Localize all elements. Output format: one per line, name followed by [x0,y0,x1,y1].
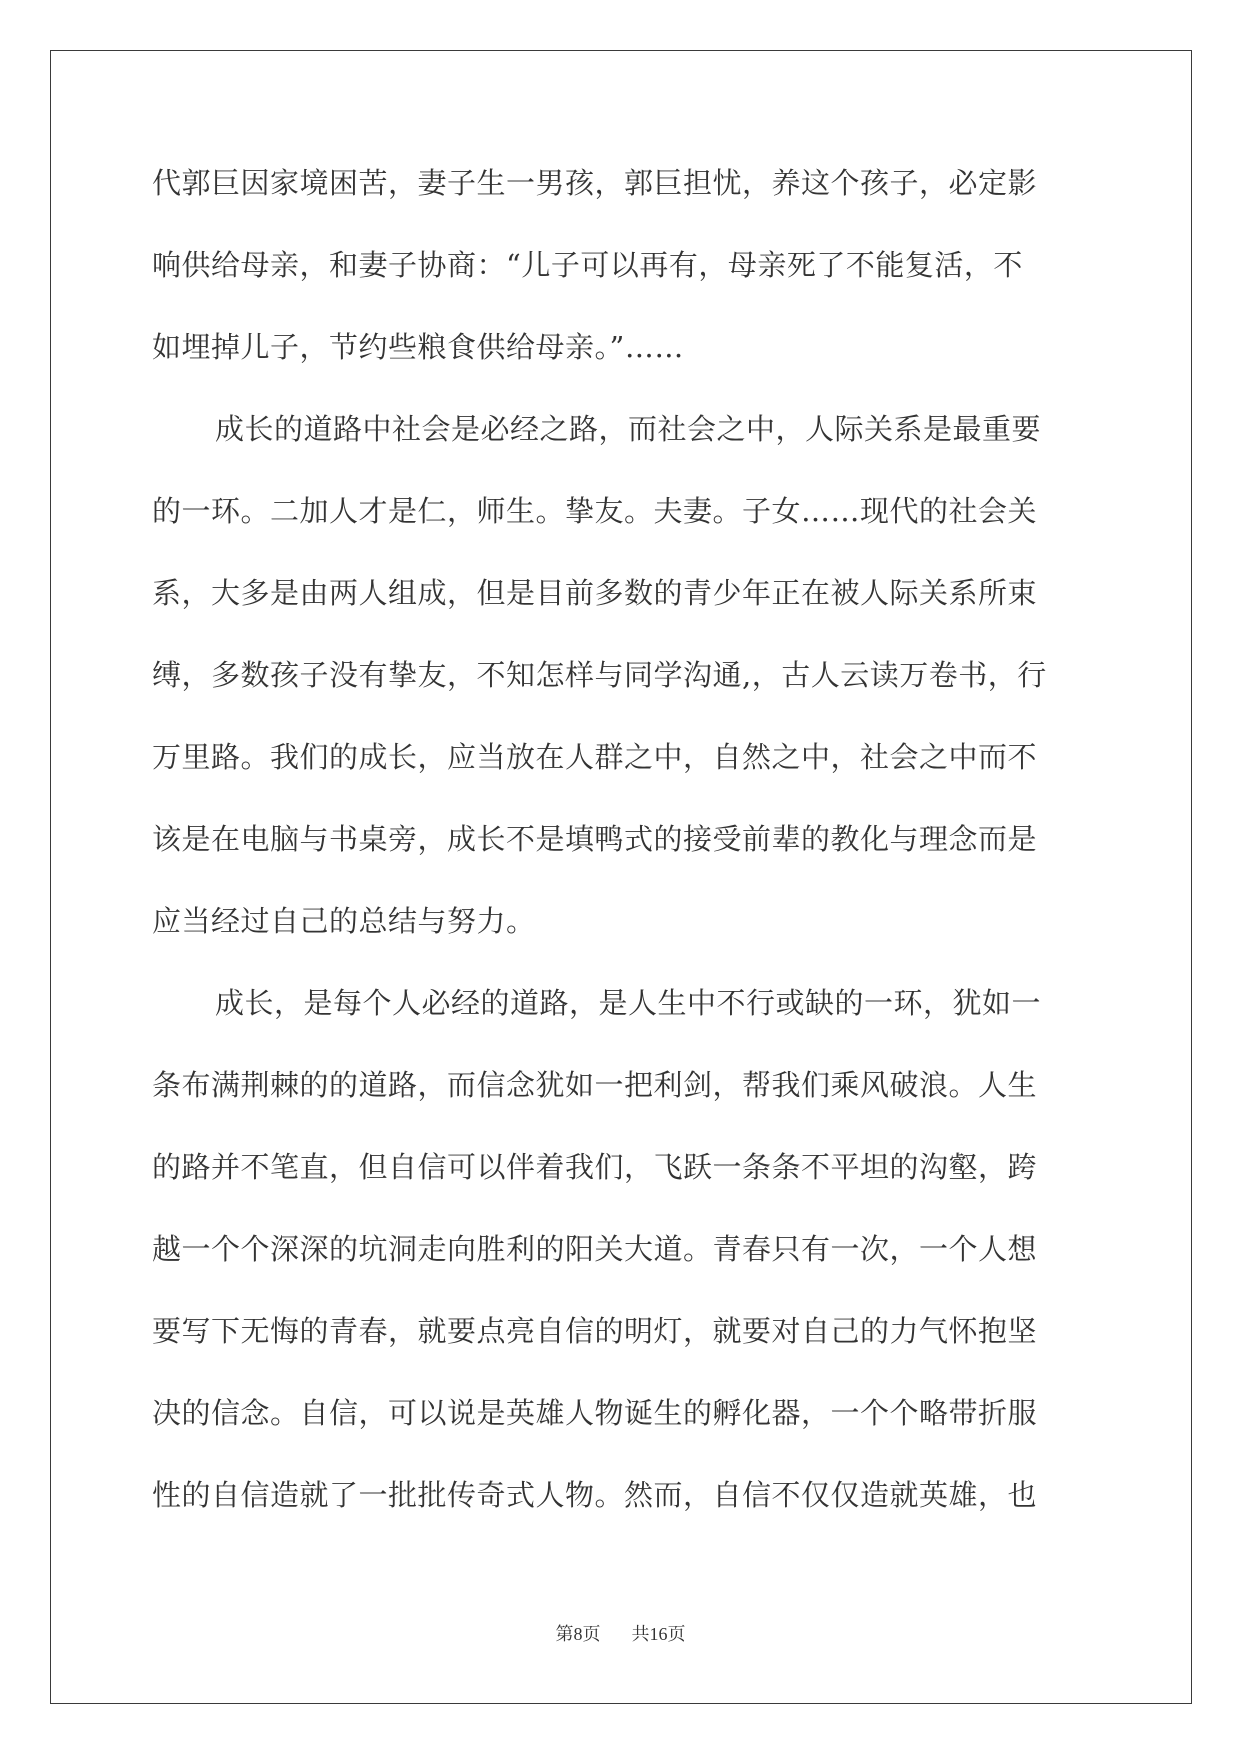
text-line: 缚，多数孩子没有挚友，不知怎样与同学沟通,，古人云读万卷书，行 [152,658,1047,692]
page-total: 共16页 [631,1624,686,1644]
text-line: 性的自信造就了一批批传奇式人物。然而，自信不仅仅造就英雄，也 [152,1478,1038,1512]
text-line: 要写下无悔的青春，就要点亮自信的明灯，就要对自己的力气怀抱坚 [152,1314,1038,1348]
text-line: 应当经过自己的总结与努力。 [152,904,536,938]
paragraph-first-line: 成长的道路中社会是必经之路，而社会之中，人际关系是最重要 [215,412,1042,446]
text-line: 该是在电脑与书桌旁，成长不是填鸭式的接受前辈的教化与理念而是 [152,822,1038,856]
page-number: 第8页 [555,1624,601,1644]
text-line: 响供给母亲，和妻子协商：“儿子可以再有，母亲死了不能复活，不 [152,248,1023,282]
page-footer [0,1620,1241,1646]
text-line: 万里路。我们的成长，应当放在人群之中，自然之中，社会之中而不 [152,740,1038,774]
text-line: 的一环。二加人才是仁，师生。挚友。夫妻。子女……现代的社会关 [152,494,1038,528]
text-line: 越一个个深深的坑洞走向胜利的阳关大道。青春只有一次，一个人想 [152,1232,1038,1266]
text-line: 条布满荆棘的的道路，而信念犹如一把利剑，帮我们乘风破浪。人生 [152,1068,1038,1102]
text-line: 系，大多是由两人组成，但是目前多数的青少年正在被人际关系所束 [152,576,1038,610]
text-line: 的路并不笔直，但自信可以伴着我们，飞跃一条条不平坦的沟壑，跨 [152,1150,1038,1184]
text-line: 决的信念。自信，可以说是英雄人物诞生的孵化器，一个个略带折服 [152,1396,1038,1430]
text-line: 代郭巨因家境困苦，妻子生一男孩，郭巨担忧，养这个孩子，必定影 [152,166,1038,200]
paragraph-first-line: 成长，是每个人必经的道路，是人生中不行或缺的一环，犹如一 [215,986,1042,1020]
document-body [152,158,1090,1552]
text-line: 如埋掉儿子，节约些粮食供给母亲。”…… [152,330,684,364]
